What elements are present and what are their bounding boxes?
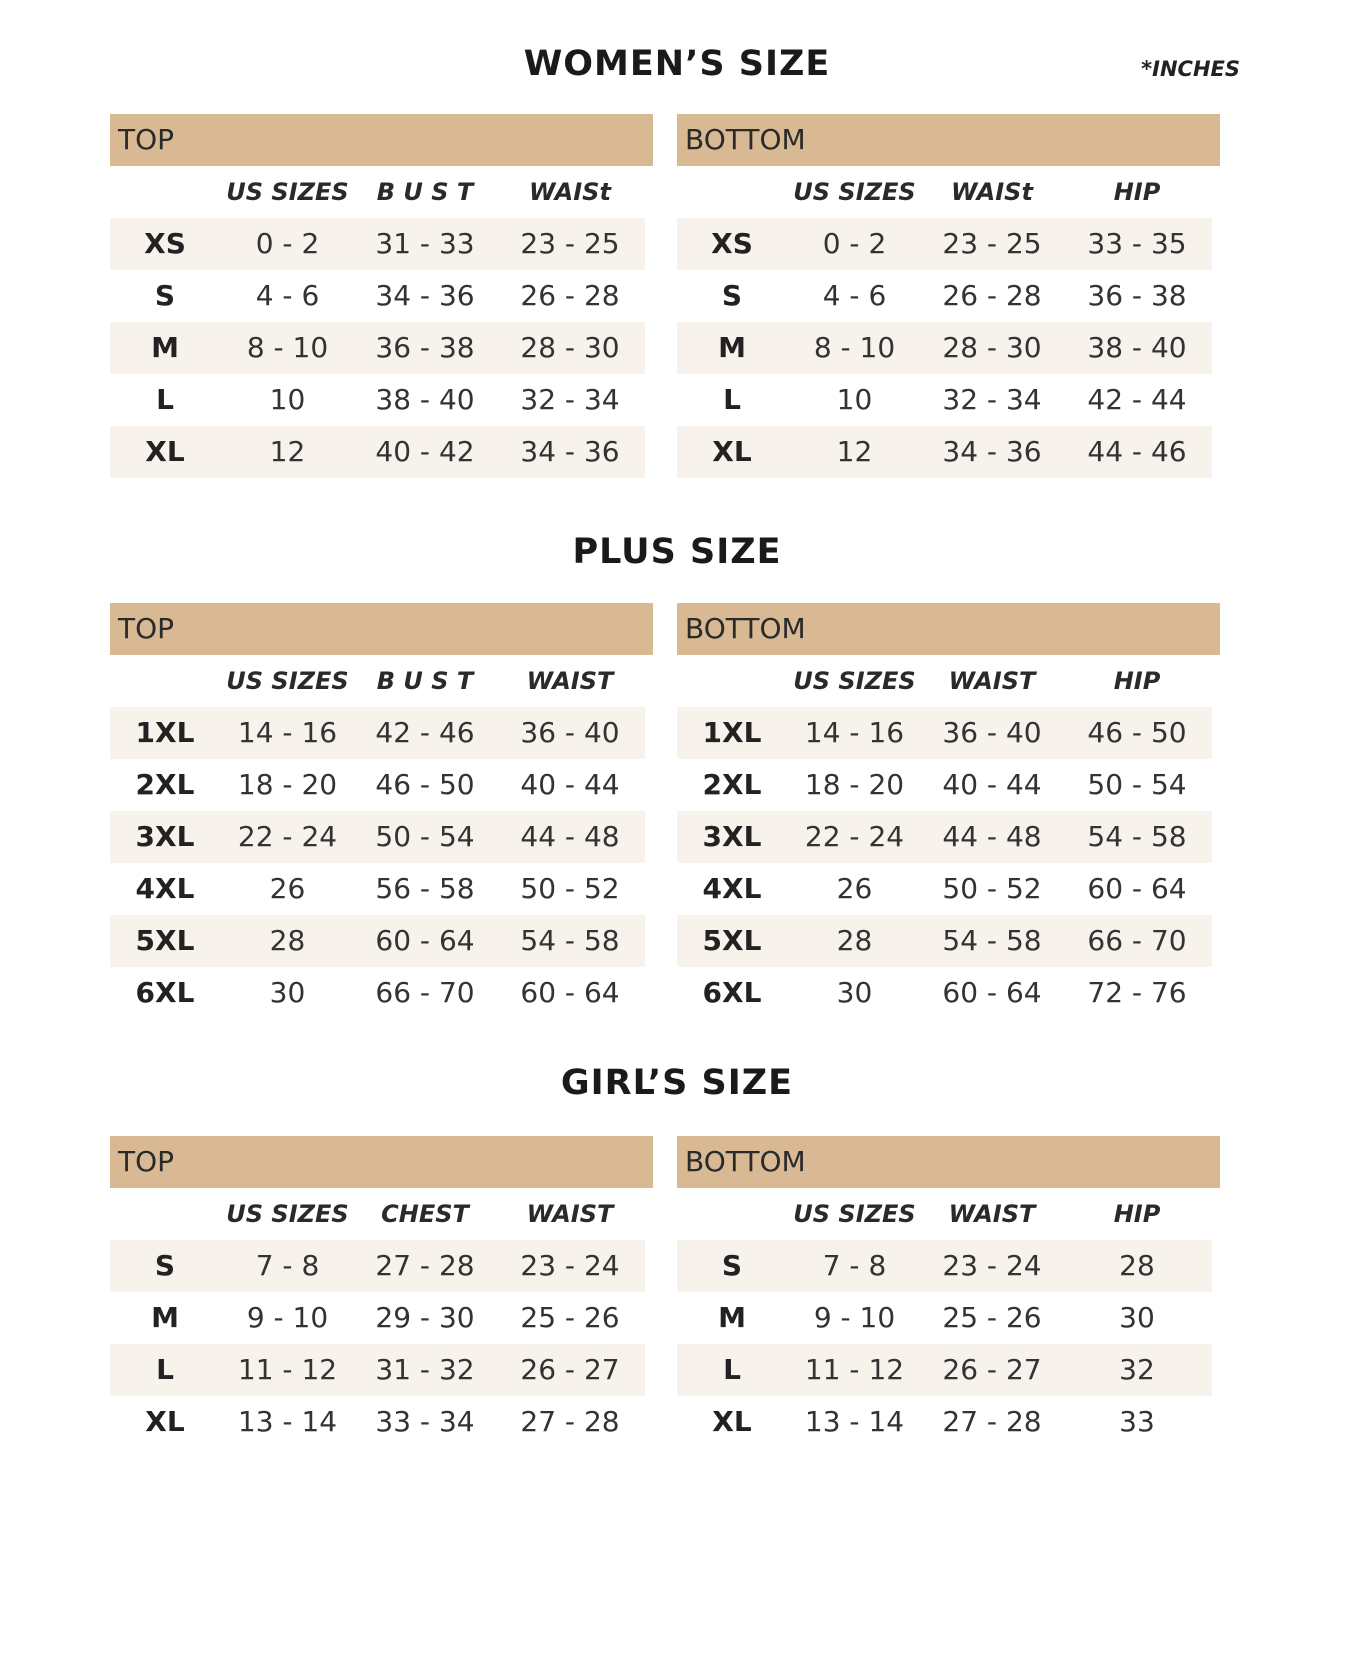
column-header	[110, 655, 220, 707]
size-label-cell: 4XL	[135, 872, 195, 905]
measurement-cell: 54 - 58	[495, 915, 645, 967]
measurement-cell: 46 - 50	[375, 768, 475, 801]
column-header: B U S T	[376, 178, 474, 206]
measurement-cell: 23 - 25	[922, 218, 1062, 270]
measurement-cell: 28 - 30	[495, 322, 645, 374]
measurement-cell: 10	[269, 383, 306, 416]
measurement-cell: 8 - 10	[787, 322, 922, 374]
measurement-cell: 36 - 38	[355, 322, 495, 374]
column-header: US SIZES	[793, 667, 916, 695]
measurement-cell: 34 - 36	[375, 279, 475, 312]
column-header: WAISt	[529, 178, 611, 206]
table-section-label: BOTTOM	[677, 114, 1220, 166]
measurement-cell: 66 - 70	[1062, 915, 1212, 967]
measurement-cell: 42 - 46	[355, 707, 495, 759]
measurement-cell: 22 - 24	[787, 811, 922, 863]
size-label-cell: 3XL	[110, 811, 220, 863]
measurement-cell: 33 - 35	[1062, 218, 1212, 270]
measurement-cell: 23 - 24	[495, 1240, 645, 1292]
measurement-cell: 22 - 24	[220, 811, 355, 863]
size-label-cell: L	[677, 1344, 787, 1396]
size-label-cell: M	[110, 322, 220, 374]
column-header: WAISt	[951, 178, 1033, 206]
size-label-cell: 1XL	[677, 707, 787, 759]
size-label-cell: 3XL	[677, 811, 787, 863]
size-label-cell: M	[718, 1301, 746, 1334]
size-grid	[677, 655, 1220, 1019]
womens-bottom-table	[677, 114, 1220, 478]
column-header: US SIZES	[793, 1200, 916, 1228]
measurement-cell: 28	[787, 915, 922, 967]
measurement-cell: 26	[836, 872, 873, 905]
measurement-cell: 28	[220, 915, 355, 967]
table-section-label: BOTTOM	[677, 603, 1220, 655]
column-header: HIP	[1113, 178, 1161, 206]
size-label-cell: S	[110, 1240, 220, 1292]
column-header: HIP	[1113, 1200, 1161, 1228]
size-label-cell: XL	[677, 426, 787, 478]
measurement-cell: 14 - 16	[787, 707, 922, 759]
measurement-cell: 32 - 34	[942, 383, 1042, 416]
column-header	[677, 166, 787, 218]
measurement-cell: 7 - 8	[787, 1240, 922, 1292]
measurement-cell: 56 - 58	[375, 872, 475, 905]
measurement-cell: 32	[1062, 1344, 1212, 1396]
measurement-cell: 27 - 28	[942, 1405, 1042, 1438]
measurement-cell: 42 - 44	[1087, 383, 1187, 416]
measurement-cell: 29 - 30	[375, 1301, 475, 1334]
measurement-cell: 0 - 2	[220, 218, 355, 270]
measurement-cell: 9 - 10	[813, 1301, 896, 1334]
table-section-label: TOP	[110, 1136, 653, 1188]
measurement-cell: 50 - 52	[942, 872, 1042, 905]
column-header	[677, 1188, 787, 1240]
measurement-cell: 4 - 6	[822, 279, 887, 312]
size-grid	[110, 655, 653, 1019]
measurement-cell: 26 - 27	[922, 1344, 1062, 1396]
size-label-cell: 1XL	[110, 707, 220, 759]
measurement-cell: 33	[1119, 1405, 1155, 1438]
size-label-cell: XL	[712, 1405, 752, 1438]
measurement-cell: 50 - 54	[355, 811, 495, 863]
measurement-cell: 60 - 64	[520, 976, 620, 1009]
measurement-cell: 50 - 54	[1087, 768, 1187, 801]
column-header: HIP	[1113, 667, 1161, 695]
measurement-cell: 28	[1062, 1240, 1212, 1292]
measurement-cell: 38 - 40	[375, 383, 475, 416]
measurement-cell: 25 - 26	[520, 1301, 620, 1334]
measurement-cell: 13 - 14	[237, 1405, 338, 1438]
column-header: US SIZES	[226, 178, 349, 206]
size-label-cell: 6XL	[135, 976, 195, 1009]
size-label-cell: XS	[677, 218, 787, 270]
measurement-cell: 46 - 50	[1062, 707, 1212, 759]
womens-top-table	[110, 114, 653, 478]
size-label-cell: L	[110, 1344, 220, 1396]
measurement-cell: 40 - 44	[520, 768, 620, 801]
size-label-cell: 2XL	[702, 768, 762, 801]
column-header: WAIST	[526, 667, 614, 695]
column-header: CHEST	[381, 1200, 469, 1228]
column-header	[110, 166, 220, 218]
measurement-cell: 38 - 40	[1062, 322, 1212, 374]
measurement-cell: 27 - 28	[355, 1240, 495, 1292]
measurement-cell: 0 - 2	[787, 218, 922, 270]
measurement-cell: 27 - 28	[520, 1405, 620, 1438]
section-title-plus: PLUS SIZE	[572, 532, 782, 572]
size-label-cell: XL	[145, 1405, 185, 1438]
measurement-cell: 18 - 20	[804, 768, 905, 801]
measurement-cell: 9 - 10	[246, 1301, 329, 1334]
measurement-cell: 44 - 48	[922, 811, 1062, 863]
measurement-cell: 18 - 20	[237, 768, 338, 801]
column-header	[110, 1188, 220, 1240]
measurement-cell: 32 - 34	[520, 383, 620, 416]
size-label-cell: 4XL	[702, 872, 762, 905]
size-grid	[110, 1188, 653, 1448]
size-label-cell: L	[723, 383, 741, 416]
measurement-cell: 34 - 36	[922, 426, 1062, 478]
measurement-cell: 26 - 27	[495, 1344, 645, 1396]
measurement-cell: 11 - 12	[787, 1344, 922, 1396]
measurement-cell: 33 - 34	[375, 1405, 475, 1438]
measurement-cell: 26 - 28	[520, 279, 620, 312]
size-label-cell: S	[154, 279, 176, 312]
table-section-label: TOP	[110, 114, 653, 166]
measurement-cell: 26	[269, 872, 306, 905]
measurement-cell: 8 - 10	[220, 322, 355, 374]
column-header: WAIST	[948, 1200, 1036, 1228]
measurement-cell: 12	[787, 426, 922, 478]
measurement-cell: 26 - 28	[942, 279, 1042, 312]
column-header: WAIST	[526, 1200, 614, 1228]
measurement-cell: 23 - 24	[922, 1240, 1062, 1292]
section-title-womens: WOMEN’S SIZE	[523, 44, 831, 84]
measurement-cell: 54 - 58	[1062, 811, 1212, 863]
measurement-cell: 40 - 42	[355, 426, 495, 478]
size-label-cell: 5XL	[110, 915, 220, 967]
measurement-cell: 28 - 30	[922, 322, 1062, 374]
size-label-cell: 6XL	[702, 976, 762, 1009]
measurement-cell: 11 - 12	[220, 1344, 355, 1396]
size-grid	[677, 166, 1220, 478]
column-header: US SIZES	[793, 178, 916, 206]
measurement-cell: 14 - 16	[220, 707, 355, 759]
measurement-cell: 13 - 14	[804, 1405, 905, 1438]
table-section-label: BOTTOM	[677, 1136, 1220, 1188]
measurement-cell: 30	[836, 976, 873, 1009]
girls-bottom-table	[677, 1136, 1220, 1448]
measurement-cell: 12	[220, 426, 355, 478]
measurement-cell: 31 - 32	[355, 1344, 495, 1396]
measurement-cell: 50 - 52	[520, 872, 620, 905]
measurement-cell: 36 - 40	[922, 707, 1062, 759]
measurement-cell: 31 - 33	[355, 218, 495, 270]
column-header: US SIZES	[226, 667, 349, 695]
size-label-cell: 2XL	[135, 768, 195, 801]
size-label-cell: L	[156, 383, 174, 416]
measurement-cell: 30	[269, 976, 306, 1009]
measurement-cell: 10	[836, 383, 873, 416]
size-label-cell: M	[151, 1301, 179, 1334]
plus-bottom-table	[677, 603, 1220, 1019]
measurement-cell: 40 - 44	[942, 768, 1042, 801]
measurement-cell: 60 - 64	[355, 915, 495, 967]
measurement-cell: 44 - 46	[1062, 426, 1212, 478]
measurement-cell: 4 - 6	[255, 279, 320, 312]
size-label-cell: XL	[110, 426, 220, 478]
column-header: US SIZES	[226, 1200, 349, 1228]
table-section-label: TOP	[110, 603, 653, 655]
measurement-cell: 72 - 76	[1087, 976, 1187, 1009]
measurement-cell: 60 - 64	[942, 976, 1042, 1009]
girls-top-table	[110, 1136, 653, 1448]
size-grid	[110, 166, 653, 478]
measurement-cell: 30	[1119, 1301, 1155, 1334]
measurement-cell: 34 - 36	[495, 426, 645, 478]
measurement-cell: 25 - 26	[942, 1301, 1042, 1334]
size-label-cell: S	[721, 279, 743, 312]
plus-top-table	[110, 603, 653, 1019]
measurement-cell: 7 - 8	[220, 1240, 355, 1292]
column-header: WAIST	[948, 667, 1036, 695]
measurement-cell: 54 - 58	[922, 915, 1062, 967]
size-grid	[677, 1188, 1220, 1448]
column-header: B U S T	[376, 667, 474, 695]
size-label-cell: M	[677, 322, 787, 374]
column-header	[677, 655, 787, 707]
measurement-cell: 36 - 40	[495, 707, 645, 759]
measurement-cell: 23 - 25	[495, 218, 645, 270]
measurement-cell: 36 - 38	[1087, 279, 1187, 312]
measurement-cell: 66 - 70	[375, 976, 475, 1009]
measurement-cell: 60 - 64	[1087, 872, 1187, 905]
section-title-girls: GIRL’S SIZE	[560, 1063, 794, 1103]
size-label-cell: 5XL	[677, 915, 787, 967]
size-label-cell: S	[677, 1240, 787, 1292]
units-note: *INCHES	[1141, 57, 1240, 81]
size-label-cell: XS	[110, 218, 220, 270]
measurement-cell: 44 - 48	[495, 811, 645, 863]
